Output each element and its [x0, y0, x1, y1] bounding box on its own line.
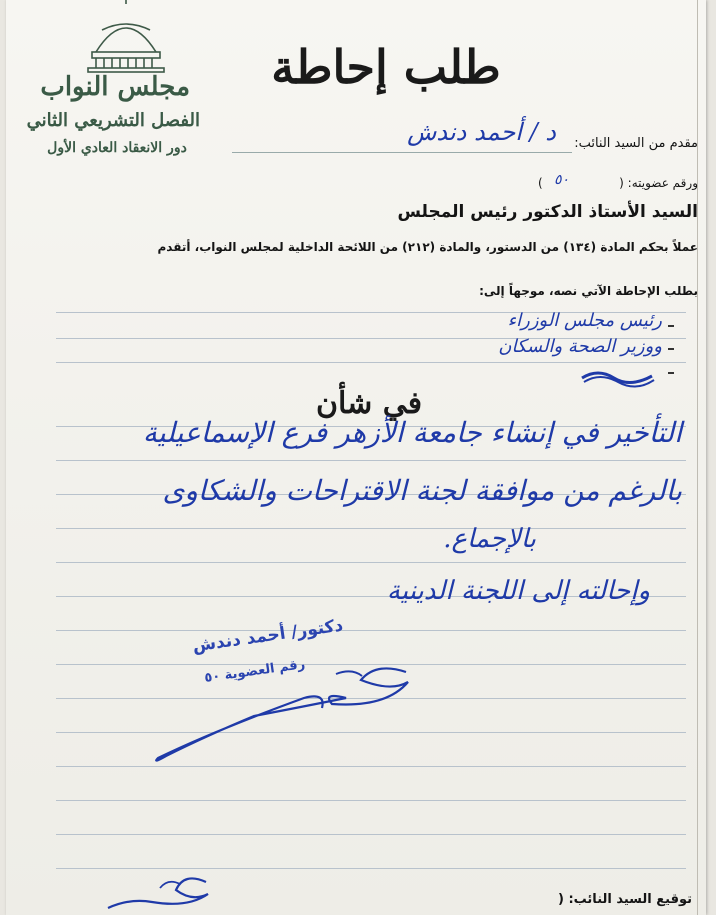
recipient-item: رئيس مجلس الوزراء — [507, 310, 662, 331]
ruled-line — [56, 562, 686, 563]
logo-term: الفصل التشريعي الثاني — [26, 110, 200, 131]
recipient-item: ووزير الصحة والسكان — [498, 336, 662, 357]
ruled-line — [56, 362, 686, 363]
ruled-line — [56, 528, 686, 529]
ruled-line — [56, 460, 686, 461]
crossed-out-scribble — [578, 366, 658, 388]
body-line: بالرغم من موافقة لجنة الاقتراحات والشكاوى — [162, 474, 682, 507]
bottom-signature-scribble — [96, 868, 216, 912]
ruled-line — [56, 800, 686, 801]
membership-close: ) — [538, 176, 543, 190]
legal-basis: عملاً بحكم المادة (١٣٤) من الدستور، والمادة (٢١٢) من اللائحة الداخلية لمجلس النواب، أتقدم — [157, 240, 698, 254]
recipient-bullet — [668, 348, 674, 350]
membership-number-handwritten: ٥٠ — [554, 172, 570, 188]
signature-label: توقيع السيد النائب: ( — [558, 892, 692, 907]
addressee: السيد الأستاذ الدكتور رئيس المجلس — [397, 202, 698, 222]
form-sheet — [6, 0, 706, 915]
signature-scribble — [136, 652, 426, 772]
submitter-name-handwritten: د / أحمد دندش — [407, 118, 556, 146]
request-intro: بطلب الإحاطة الآتي نصه، موجهاً إلى: — [479, 284, 698, 298]
stamp-membership: رقم العضوية ٥٠ — [203, 657, 307, 686]
form-title: طلب إحاطة — [271, 40, 501, 94]
ruled-line — [56, 834, 686, 835]
ruled-line — [56, 630, 686, 631]
body-line: التأخير في إنشاء جامعة الأزهر فرع الإسماعيلية — [142, 416, 682, 449]
subject-heading: في شأن — [316, 386, 423, 421]
body-line: بالإجماع. — [443, 524, 536, 554]
submitter-line — [232, 152, 572, 153]
recipient-bullet — [668, 372, 674, 374]
recipient-bullet — [668, 325, 674, 327]
body-line: وإحالته إلى اللجنة الدينية — [386, 576, 650, 606]
membership-label: ورقم عضويته: ( — [619, 176, 698, 190]
stamp-title: دكتور/ أحمد دندش — [191, 615, 345, 657]
logo-session: دور الانعقاد العادي الأول — [47, 140, 187, 156]
submitter-label: مقدم من السيد النائب: — [574, 136, 698, 151]
logo-council-name: مجلس النواب — [40, 72, 190, 102]
